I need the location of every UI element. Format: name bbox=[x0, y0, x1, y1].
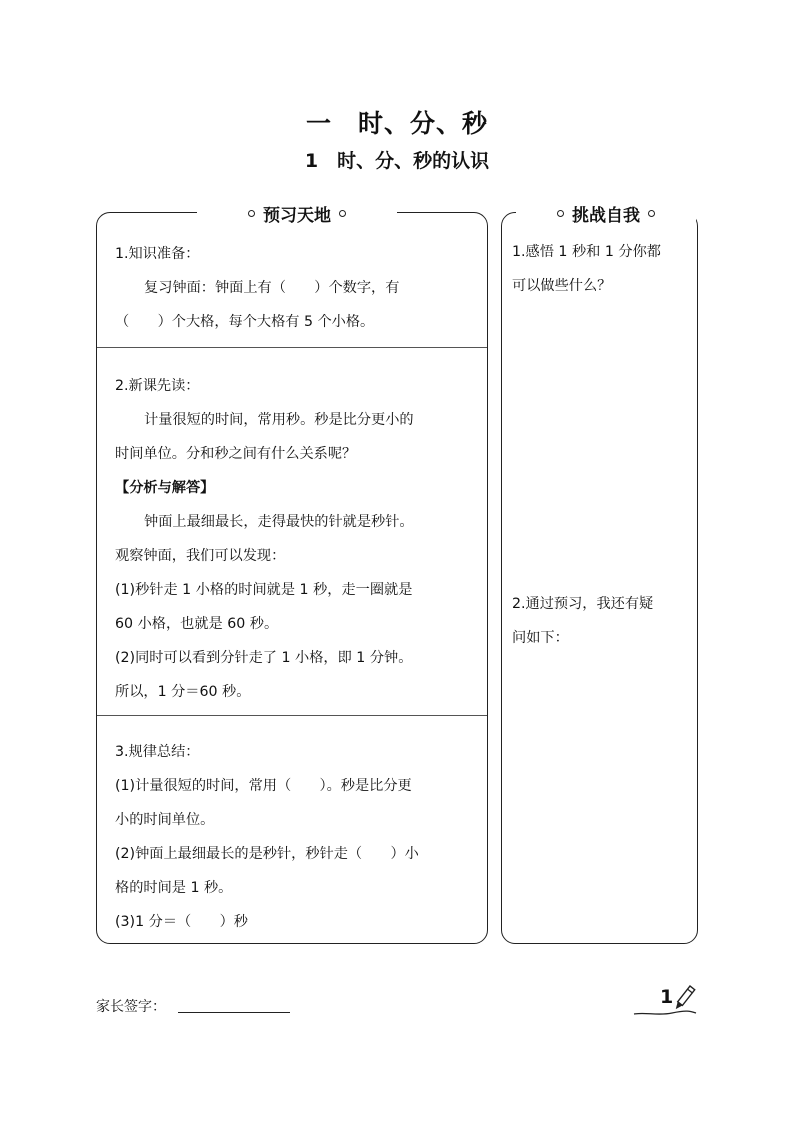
text-line: 可以做些什么？ bbox=[512, 278, 612, 294]
text-line: (2)同时可以看到分针走了 1 小格，即 1 分钟。 bbox=[115, 650, 413, 666]
text-line: (1)秒针走 1 小格的时间就是 1 秒，走一圈就是 bbox=[115, 582, 413, 598]
text-line: 所以，1 分＝60 秒。 bbox=[115, 684, 251, 700]
text-line: (3)1 分＝（ ）秒 bbox=[115, 914, 248, 930]
section-summary bbox=[97, 735, 487, 939]
analysis-heading: 【分析与解答】 bbox=[115, 480, 215, 496]
text-line: (1)计量很短的时间，常用（ ）。秒是比分更 bbox=[115, 778, 412, 794]
ring-icon bbox=[248, 210, 255, 217]
text-line: 小的时间单位。 bbox=[115, 812, 215, 828]
challenge-heading: 挑战自我 bbox=[572, 205, 640, 226]
ring-icon bbox=[648, 210, 655, 217]
text-line: 格的时间是 1 秒。 bbox=[115, 880, 233, 896]
chapter-title: 一 时、分、秒 bbox=[305, 109, 488, 138]
section-divider bbox=[97, 347, 487, 348]
section-divider bbox=[97, 715, 487, 716]
preview-heading: 预习天地 bbox=[263, 205, 331, 226]
section-label: 1.知识准备： bbox=[115, 246, 200, 262]
text-line: 1.感悟 1 秒和 1 分你都 bbox=[512, 244, 661, 260]
preview-box bbox=[96, 205, 488, 944]
signature-line[interactable] bbox=[178, 1012, 290, 1013]
ring-icon bbox=[557, 210, 564, 217]
text-line: 钟面上最细最长，走得最快的针就是秒针。 bbox=[144, 514, 414, 530]
section-label: 3.规律总结： bbox=[115, 744, 200, 760]
signature-label: 家长签字： bbox=[96, 999, 166, 1015]
text-line: 2.通过预习，我还有疑 bbox=[512, 596, 654, 612]
text-line: (2)钟面上最细最长的是秒针，秒针走（ ）小 bbox=[115, 846, 419, 862]
parent-signature bbox=[96, 996, 290, 1016]
section-new-lesson bbox=[97, 369, 487, 709]
page-number: 1 bbox=[660, 986, 674, 1008]
text-line: 复习钟面：钟面上有（ ）个数字，有 bbox=[144, 280, 400, 296]
text-line: 60 小格，也就是 60 秒。 bbox=[115, 616, 279, 632]
challenge-box bbox=[501, 205, 698, 944]
text-line: （ ）个大格，每个大格有 5 个小格。 bbox=[115, 314, 375, 330]
challenge-question-2 bbox=[512, 587, 691, 655]
preview-heading-badge bbox=[197, 199, 397, 227]
section-knowledge-prep bbox=[97, 237, 487, 339]
lesson-title: 1 时、分、秒的认识 bbox=[304, 150, 490, 172]
text-line: 时间单位。分和秒之间有什么关系呢？ bbox=[115, 446, 357, 462]
text-line: 计量很短的时间，常用秒。秒是比分更小的 bbox=[144, 412, 414, 428]
challenge-heading-badge bbox=[516, 199, 696, 227]
text-line: 问如下： bbox=[512, 630, 569, 646]
ring-icon bbox=[339, 210, 346, 217]
challenge-question-1 bbox=[512, 235, 691, 303]
text-line: 观察钟面，我们可以发现： bbox=[115, 548, 286, 564]
section-label: 2.新课先读： bbox=[115, 378, 200, 394]
